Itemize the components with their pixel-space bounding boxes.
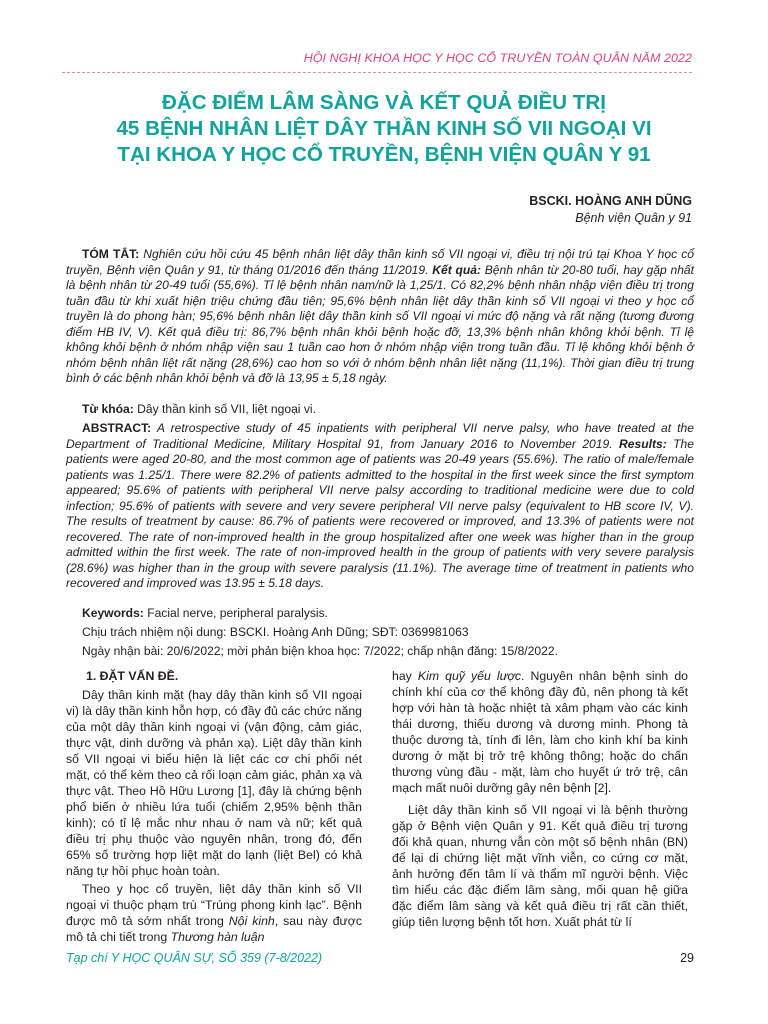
paragraph-2-noi-kinh: Nội kinh <box>228 914 275 928</box>
section-paragraph-2 <box>66 881 362 945</box>
summary-label: TÓM TẮT: <box>82 247 140 261</box>
summary-text-1: Nghiên cứu hồi cứu 45 bệnh nhân liệt dây thần kinh số VII ngoại vi, điều trị nội trú tại Khoa Y học cổ truyền, Bệnh viện Quân y 91, từ tháng 01/2016 đến tháng 11/2019. <box>66 247 694 277</box>
column-left <box>66 668 362 947</box>
page-number: 29 <box>680 951 694 965</box>
section-paragraph-3 <box>392 668 688 796</box>
paragraph-2-thuong-han: Thương hàn luận <box>170 930 265 944</box>
section-heading: 1. ĐẶT VẤN ĐỀ. <box>86 669 179 683</box>
keywords-vi-label: Từ khóa: <box>82 402 134 416</box>
keywords-en-text: Facial nerve, peripheral paralysis. <box>143 606 329 620</box>
keywords-en <box>66 606 694 622</box>
paragraph-3-text-b: . Nguyên nhân bệnh sinh do chính khí của cơ thể không đầy đủ, nên phong tà kết hợp với hàn tà hoặc nhiệt tà xâm phạm vào các kinh thái dương, thiếu dương và dương minh. Phong tà thuộc dương tà, tính đi lên, làm cho kinh khí ba kinh dương ở mặt bị trở trệ không thông; hoặc do chấn thương vùng đầu - mặt, làm cho huyết ứ trở trệ, cân mạch mất nuôi dưỡng gây nên bệnh [2]. <box>392 669 688 795</box>
keywords-vi <box>66 402 694 418</box>
summary-vi <box>66 247 694 387</box>
dates-line: Ngày nhận bài: 20/6/2022; mời phản biện khoa học: 7/2022; chấp nhận đăng: 15/8/2022. <box>82 644 558 658</box>
paragraph-2-text-a: Theo y học cổ truyền, liệt dây thần kinh số VII ngoại vi thuộc phạm trù “Trúng phong kinh lạc”. Bệnh được mô tả sớm nhất trong <box>66 882 362 928</box>
abstract-text-1: A retrospective study of 45 inpatients with peripheral VII nerve palsy, who have treated at the Department of Traditional Medicine, Military Hospital 91, from January 2016 to November 2019. <box>66 421 694 451</box>
section-paragraph-1: Dây thần kinh mặt (hay dây thần kinh số VII ngoại vi) là dây thần kinh hỗn hợp, có đầy đủ các chức năng của một dây thần kinh ngoại vi (vận động, cảm giác, thực vật, dinh dưỡng và phản xạ). Liệt dây thần kinh số VII ngoại vi biểu hiện là liệt các cơ chi phối nét mặt, có thể kèm theo cả rối loạn cảm giác, phản xạ và thực vật. Theo Hồ Hữu Lương [1], đây là chứng bệnh phổ biến ở nhiều lứa tuổi (chiếm 2,95% bệnh thần kinh); có tỉ lệ mắc như nhau ở nam và nữ; kết quả điều trị phụ thuộc vào nguyên nhân, trong đó, đến 65% số trường hợp liệt mặt do lạnh (liệt Bel) có khả năng tự hồi phục hoàn toàn. <box>66 688 362 878</box>
title-line-1: ĐẶC ĐIỂM LÂM SÀNG VÀ KẾT QUẢ ĐIỀU TRỊ <box>162 91 606 114</box>
responsibility-line: Chịu trách nhiệm nội dung: BSCKI. Hoàng Anh Dũng; SĐT: 0369981063 <box>82 625 469 639</box>
article-title <box>40 90 728 168</box>
abstract-en <box>66 421 694 592</box>
conference-header: HỘI NGHỊ KHOA HỌC Y HỌC CỔ TRUYỀN TOÀN QUÂN NĂM 2022 <box>303 51 692 65</box>
journal-name: Tạp chí Y HỌC QUÂN SỰ, SỐ 359 (7-8/2022) <box>66 951 323 965</box>
keywords-vi-text: Dây thần kinh số VII, liệt ngoại vi. <box>133 402 316 416</box>
summary-text-2: Bệnh nhân từ 20-80 tuổi, hay gặp nhất là bệnh nhân từ 20-49 tuổi (55,6%). Tỉ lệ bệnh nhân nam/nữ là 1,25/1. Có 82,2% bệnh nhân nhập viện điều trị trong tuần đầu từ khi xuất hiện triệu chứng đầu tiên; 95,6% bệnh nhân liệt dây thần kinh số VII ngoại vi theo y học cổ truyền là do phong hàn; 95,6% bệnh nhân liệt dây thần kinh số VII ngoại vi mức độ nặng và rất nặng (tương đương điểm HB IV, V). Kết quả điều trị: 86,7% bệnh nhân khỏi bệnh hoặc đỡ, 13,3% bệnh nhân không khỏi bệnh. Tỉ lệ không khỏi bệnh ở nhóm nhập viện sau 1 tuần cao hơn ở nhóm nhập viện trong tuần đầu. Tỉ lệ không khỏi bệnh ở nhóm bệnh nhân liệt rất nặng (28,6%) cao hơn so với ở nhóm bệnh nhân liệt nặng (11,1%). Thời gian điều trị trung bình ở các bệnh nhân khỏi bệnh và đỡ là 13,95 ± 5,18 ngày. <box>66 262 695 385</box>
title-line-3: TẠI KHOA Y HỌC CỔ TRUYỀN, BỆNH VIỆN QUÂN Y 91 <box>117 143 651 166</box>
author-affiliation: Bệnh viện Quân y 91 <box>575 211 692 225</box>
abstract-text-2: The patients were aged 20-80, and the most common age of patients was 20-49 years (55.6%). The ratio of male/female patients was 1.25/1. There were 82.2% of patients admitted to the hospital in the first week since the first symptom appeared; 95.6% of patients with peripheral VII nerve palsy according to traditional medicine were due to cold infection; 95.6% of patients with severe and very severe peripheral VII nerve palsy (equivalent to HB score IV, V). The results of treatment by cause: 86.7% of patients were recovered or improved, and 13.3% of patients were not recovered. The rate of non-improved health in the group hospitalized after one week was higher than in the group admitted within the first week. The rate of non-improved health in the group of patients with very severe paralysis (28.6%) was higher than in the group with severe paralysis (11.1%). The average time of treatment in patients who recovered and improved was 13.95 ± 5.18 days. <box>66 436 694 590</box>
page-footer <box>66 951 694 965</box>
section-paragraph-4: Liệt dây thần kinh số VII ngoại vi là bệnh thường gặp ở Bệnh viện Quân y 91. Kết quả điều trị tương đối khả quan, nhưng vẫn còn một số bệnh nhân (BN) để lại di chứng liệt mặt vĩnh viễn, co cứng cơ mặt, ảnh hưởng đến tâm lí và thẩm mĩ người bệnh. Việc tìm hiểu các đặc điểm lâm sàng, mối quan hệ giữa đặc điểm lâm sàng và kết quả điều trị rất cần thiết, giúp tiên lượng bệnh tốt hơn. Xuất phát từ lí <box>392 803 688 929</box>
author-block <box>529 193 692 227</box>
abstract-results-label: Results: <box>619 436 667 451</box>
paragraph-3-text-a: hay <box>392 669 418 683</box>
header-divider <box>62 72 692 73</box>
author-name: BSCKI. HOÀNG ANH DŨNG <box>529 194 692 208</box>
paragraph-2-text-b: , sau này được mô tả chi tiết trong <box>66 914 362 944</box>
title-line-2: 45 BỆNH NHÂN LIỆT DÂY THẦN KINH SỐ VII NGOẠI VI <box>116 117 652 140</box>
abstract-label: ABSTRACT: <box>82 421 152 435</box>
column-right <box>392 668 688 932</box>
summary-results-label: Kết quả: <box>432 262 481 277</box>
paragraph-3-kim-quy: Kim quỹ yếu lược <box>417 669 521 683</box>
keywords-en-label: Keywords: <box>82 606 144 620</box>
